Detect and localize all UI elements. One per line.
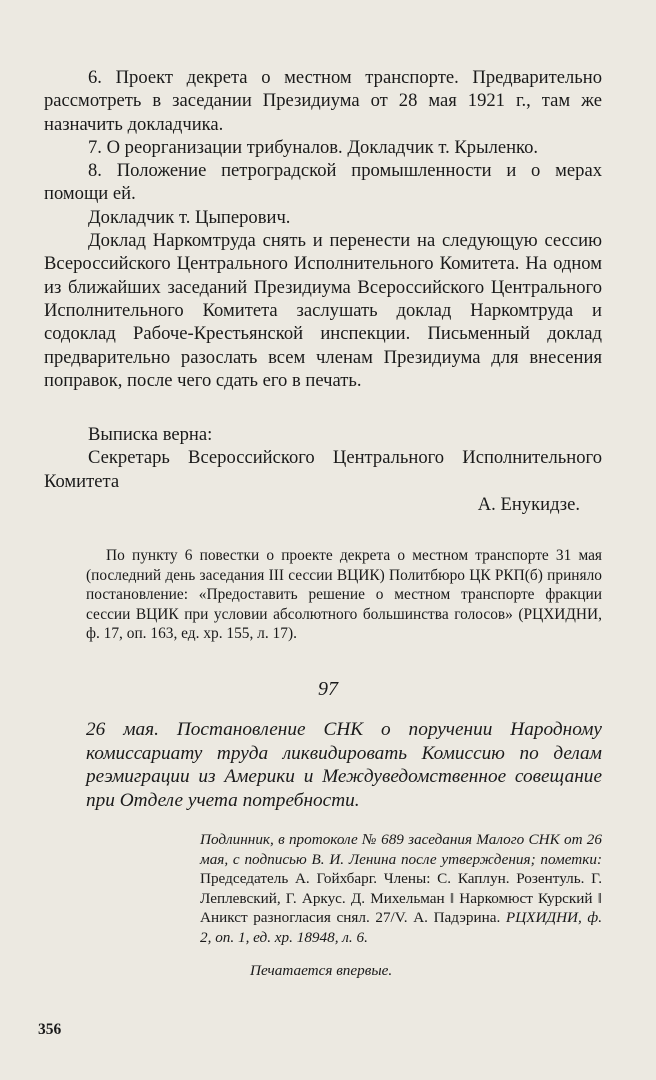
page-number: 356 [38, 1021, 62, 1038]
resolution-paragraph: Доклад Наркомтруда снять и перенести на следующую сессию Всероссийского Центрального Исполнительного Комитета. На одном из ближайших заседаний Президиума Всероссийского Центрального Исполнительного Комитета заслушать доклад Наркомтруда и содоклад Рабоче-Крестьянской инспекции. Письменный доклад предварительно разослать всем членам Президиума для внесения поправок, после чего сдать его в печать. [44, 230, 602, 391]
speaker-line: Докладчик т. Цыперович. [88, 206, 291, 228]
secretary-name: А. Енукидзе. [477, 493, 580, 515]
agenda-item-6: 6. Проект декрета о местном транспорте. Предварительно рассмотреть в заседании Президиума от 28 мая 1921 г., там же назначить докладчика. [44, 67, 602, 135]
source-note-part2: Председатель А. Гойхбарг. Члены: С. Каплун. Розентуль. Г. Леплевский, Г. Аркус. Д. Михельман ‖ Наркомюст Курский ‖ Аникст разногласия снял. 27/V. А. Падэрина. [200, 870, 602, 927]
printed-first-time: Печатается впервые. [250, 962, 393, 979]
document-title: 26 мая. Постановление СНК о поручении Народному комиссариату труда ликвидировать Комиссию по делам реэмиграции из Америки и Междуведомственное совещание при Отделе учета потребности. [86, 719, 602, 811]
source-note-part1: Подлинник, в протоколе № 689 заседания Малого СНК от 26 мая, с подписью В. И. Ленина после утверждения; пометки: [200, 831, 602, 868]
source-note [200, 830, 602, 948]
agenda-item-8: 8. Положение петроградской промышленности и о мерах помощи ей. [44, 160, 602, 205]
source-note-archive: РЦХИДНИ, ф. 2, оп. 1, ед. хр. 18948, л. 6. [200, 909, 603, 946]
secretary-position: Секретарь Всероссийского Центрального Исполнительного Комитета [44, 447, 602, 492]
signature-block [44, 423, 602, 516]
editorial-footnote: По пункту 6 повестки о проекте декрета о местном транспорте 31 мая (последний день заседания III сессии ВЦИК) Политбюро ЦК РКП(б) приняло постановление: «Предоставить решение о местном транспорте фракции сессии ВЦИК при условии абсолютного большинства голосов» (РЦХИДНИ, ф. 17, оп. 163, ед. хр. 155, л. 17). [86, 547, 602, 643]
extract-verified: Выписка верна: [88, 424, 213, 445]
agenda-item-7: 7. О реорганизации трибуналов. Докладчик т. Крыленко. [88, 136, 539, 158]
document-number: 97 [318, 678, 338, 700]
agenda-items [44, 66, 602, 392]
